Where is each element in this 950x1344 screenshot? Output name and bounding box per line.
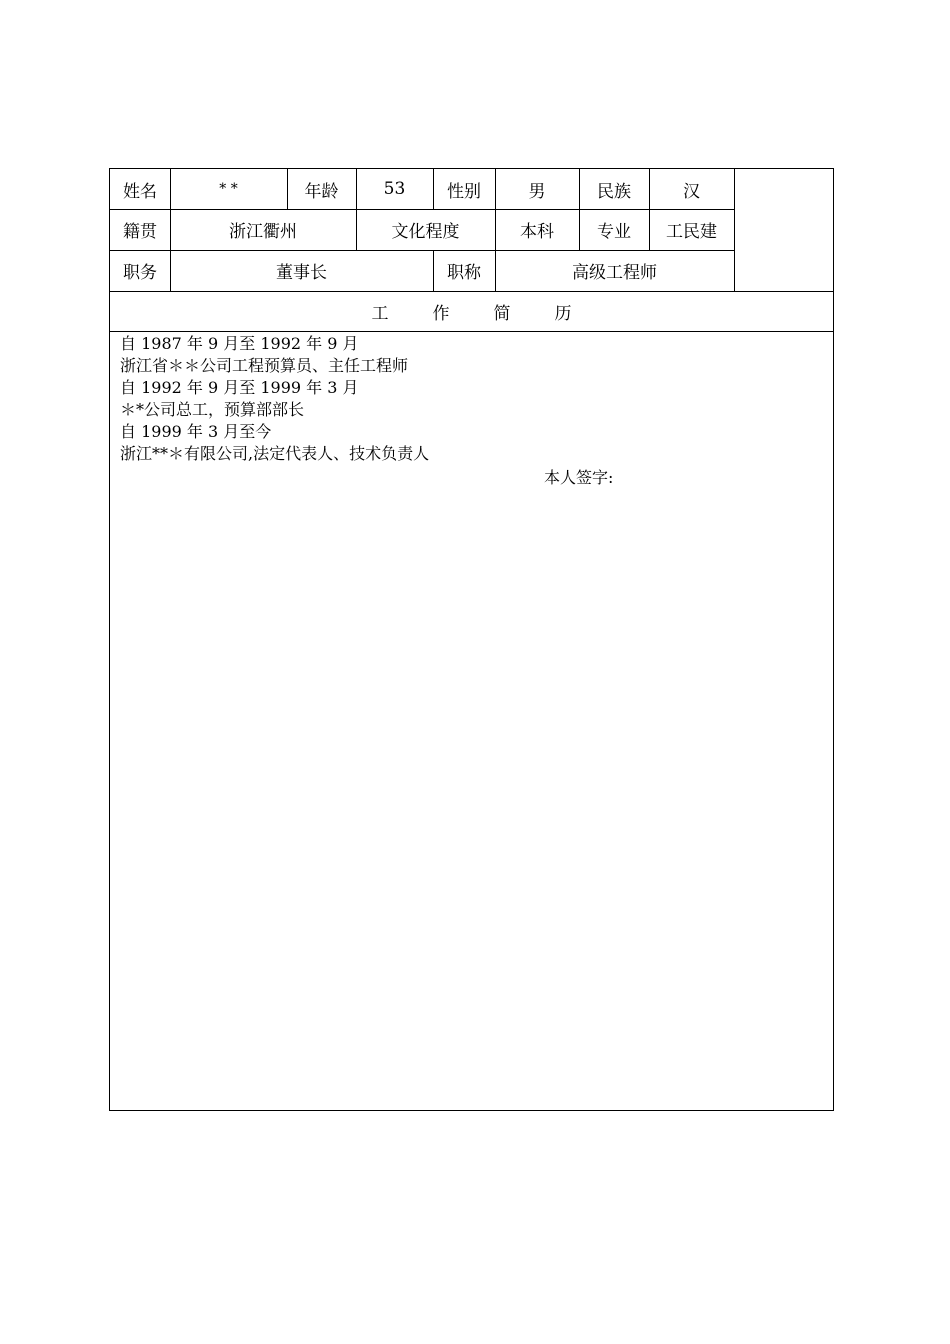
position-value: 董事长 [276, 263, 327, 283]
history-line: ＊*公司总工，预算部部长 [120, 400, 305, 419]
heading-char: 工 [371, 303, 389, 324]
major-value: 工民建 [666, 222, 717, 242]
title-value: 高级工程师 [572, 263, 657, 283]
major-label: 专业 [597, 222, 631, 242]
signature-label: 本人签字: [544, 468, 614, 487]
age-label: 年龄 [304, 181, 339, 202]
history-line: 浙江省＊＊公司工程预算员、主任工程师 [120, 356, 409, 375]
history-line: 自 1987 年 9 月至 1992 年 9 月 [120, 334, 359, 353]
heading-char: 简 [493, 303, 511, 324]
ethnicity-label: 民族 [597, 181, 631, 202]
resume-form [109, 168, 834, 1111]
name-label: 姓名 [123, 181, 157, 202]
position-label: 职务 [123, 263, 157, 283]
education-value: 本科 [520, 222, 554, 242]
name-value: * * [219, 181, 238, 197]
work-history-list [120, 333, 429, 465]
origin-label: 籍贯 [123, 222, 157, 242]
history-line: 自 1999 年 3 月至今 [120, 422, 272, 441]
origin-value: 浙江衢州 [229, 222, 297, 242]
gender-label: 性别 [447, 181, 481, 202]
education-label: 文化程度 [391, 222, 460, 242]
history-line: 浙江**＊有限公司,法定代表人、技术负责人 [120, 444, 430, 463]
history-line: 自 1992 年 9 月至 1999 年 3 月 [120, 378, 359, 397]
gender-value: 男 [528, 181, 546, 202]
title-label: 职称 [447, 263, 481, 283]
work-history-heading [110, 291, 833, 331]
row-divider [110, 331, 833, 332]
heading-char: 历 [554, 303, 572, 324]
column-divider [734, 169, 735, 291]
ethnicity-value: 汉 [683, 181, 700, 202]
heading-char: 作 [432, 303, 450, 324]
age-value: 53 [383, 179, 406, 199]
